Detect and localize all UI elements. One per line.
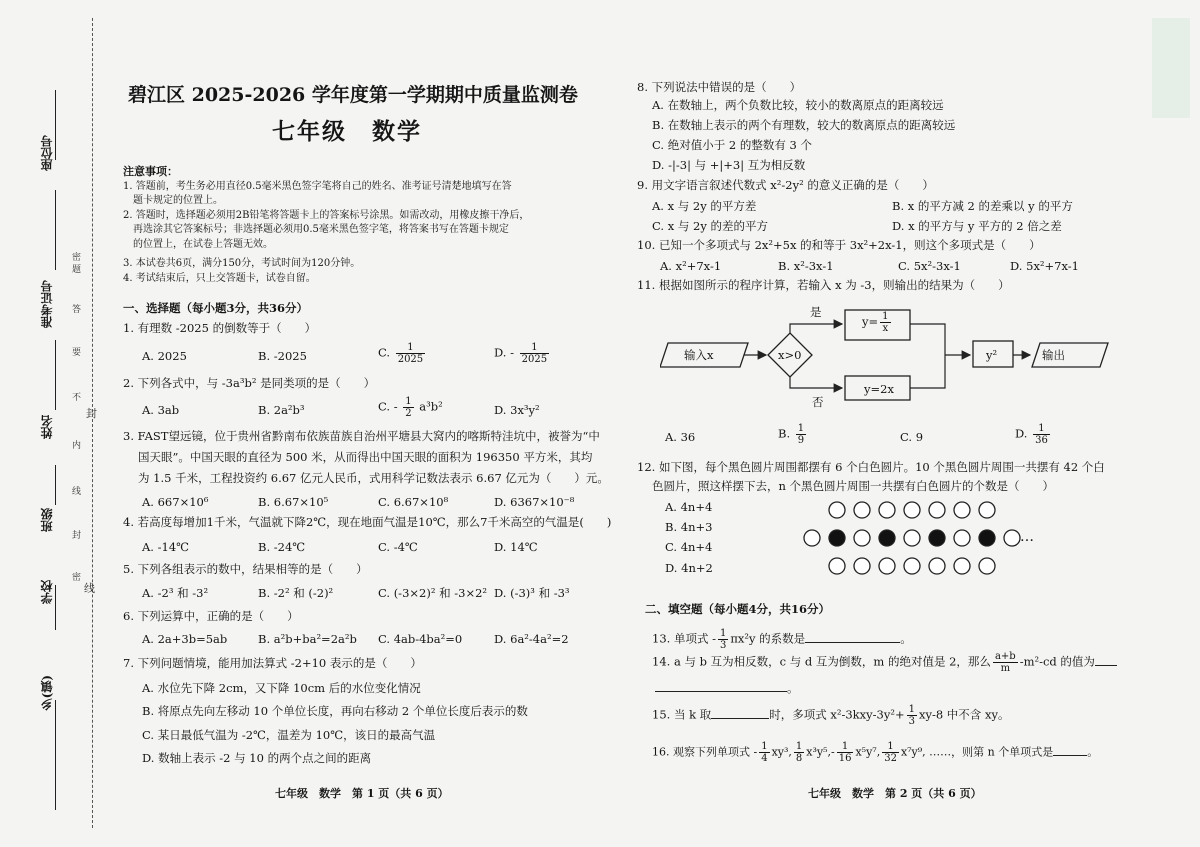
white-circle — [979, 558, 995, 574]
q10-option-d: D. 5x²+7x-1 — [1010, 259, 1079, 273]
seal-label-feng: 封 — [86, 407, 97, 420]
notice-item: 4. 考试结束后，只上交答题卡，试卷自留。 — [123, 273, 316, 284]
q4-stem: 4. 若高度每增加1千米，气温就下降2℃，现在地面气温是10℃，那么7千米高空的气温是( ) — [123, 515, 612, 529]
q7-option-b: B. 将原点先向左移动 10 个单位长度，再向右移动 2 个单位长度后表示的数 — [142, 704, 528, 718]
q1-option-c: C. $\frac{1}{2025}$ — [378, 342, 424, 365]
q3-option-a: A. 667×10⁶ — [142, 495, 209, 509]
exam-number-line — [55, 190, 56, 270]
q5-option-d: D. (-3)³ 和 -3³ — [494, 586, 570, 600]
q11-input-label: 输入x — [684, 348, 714, 362]
q5-option-b: B. -2² 和 (-2)² — [258, 586, 334, 600]
q7-stem: 7. 下列问题情境，能用加法算式 -2+10 表示的是（ ） — [123, 656, 422, 670]
q11-option-c: C. 9 — [900, 430, 924, 444]
q6-stem: 6. 下列运算中，正确的是（ ） — [123, 609, 299, 623]
q9-option-a: A. x 与 2y 的平方差 — [652, 199, 757, 213]
q3-line: 3. FAST望远镜，位于贵州省黔南布依族苗族自治州平塘县大窝内的喀斯特洼坑中，被誉为“中 — [123, 429, 600, 443]
q10-option-b: B. x²-3x-1 — [778, 259, 834, 273]
seal-char: 密 — [72, 253, 82, 263]
q1-option-a: A. 2025 — [142, 349, 187, 363]
q10-stem: 10. 已知一个多项式与 2x²+5x 的和等于 3x²+2x-1，则这个多项式是（ ） — [637, 238, 1041, 252]
white-circle — [879, 558, 895, 574]
answer-blank[interactable] — [711, 718, 769, 719]
q2-option-c: C. - $\frac{1}{2}$ a³b² — [378, 396, 443, 419]
q16: 16. 观察下列单项式 - $\frac{1}{4}$ xy³, $\frac{1}{8}$ x³y⁵,- $\frac{1}{16}$ x⁵y⁷, $\frac{1}{32}$ x⁷y⁹, ……，则第 n 个单项式是 。 — [652, 741, 1099, 764]
q3-option-c: C. 6.67×10⁸ — [378, 495, 449, 509]
q12-circle-pattern — [800, 498, 1030, 578]
q11-bottom-box-expr: y=2x — [864, 382, 894, 396]
white-circle — [929, 558, 945, 574]
q11-option-b: B. $\frac{1}{9}$ — [778, 423, 805, 446]
q5-option-a: A. -2³ 和 -3² — [142, 586, 209, 600]
footer-page-2: 七年级 数学 第 2 页（共 6 页） — [808, 787, 982, 800]
q1-option-b: B. -2025 — [258, 349, 307, 363]
fraction: $\frac{1}{4}$ — [761, 741, 768, 764]
black-circle — [979, 530, 995, 546]
white-circle — [904, 530, 920, 546]
q5-option-c: C. (-3×2)² 和 -3×2² — [378, 586, 488, 600]
white-circle — [929, 502, 945, 518]
q11-output-label: 输出 — [1042, 348, 1065, 362]
q4-option-c: C. -4℃ — [378, 540, 418, 554]
class-label: 班级 — [40, 508, 54, 532]
q11-top-box-expr: y= $\frac{1}{x}$ — [862, 311, 889, 334]
q10-option-a: A. x²+7x-1 — [660, 259, 722, 273]
white-circle — [854, 530, 870, 546]
seal-label-xian: 线 — [84, 582, 95, 595]
black-circle — [829, 530, 845, 546]
fraction: $\frac{1}{36}$ — [1035, 423, 1048, 446]
q2-option-b: B. 2a²b³ — [258, 403, 305, 417]
q3-line: 为 1.5 千米，工程投资约 6.67 亿元人民币，式用科学记数法表示 6.67 亿元为（ ）元。 — [138, 471, 609, 485]
class-line — [55, 465, 56, 505]
q4-option-d: D. 14℃ — [494, 540, 538, 554]
school-label: 学校 — [40, 580, 54, 604]
fraction: $\frac{1}{2}$ — [405, 396, 412, 419]
seal-char: 答 — [72, 305, 82, 315]
fraction: $\frac{a+b}{m}$ — [994, 651, 1016, 674]
notice-item: 1. 答题前，考生务必用直径0.5毫米黑色签字笔将自己的姓名、准考证号清楚地填写在答 — [123, 181, 512, 192]
q1-stem: 1. 有理数 -2025 的倒数等于（ ） — [123, 321, 317, 335]
fraction: $\frac{1}{2025}$ — [397, 342, 424, 365]
q9-option-c: C. x 与 2y 的差的平方 — [652, 219, 768, 233]
fraction: $\frac{1}{x}$ — [882, 311, 889, 334]
white-circle — [904, 502, 920, 518]
seal-char: 内 — [72, 441, 82, 451]
section-choice-title: 一、选择题（每小题3分，共36分） — [123, 301, 309, 315]
q8-option-b: B. 在数轴上表示的两个有理数，较大的数离原点的距离较远 — [652, 118, 956, 132]
q4-option-b: B. -24℃ — [258, 540, 306, 554]
school-line — [55, 585, 56, 630]
q14-continuation: 。 — [655, 681, 799, 695]
notice-item: 2. 答题时，选择题必须用2B铅笔将答题卡上的答案标号涂黑。如需改动，用橡皮擦干净后， — [123, 210, 530, 221]
fraction: $\frac{1}{16}$ — [838, 741, 852, 764]
footer-page-1: 七年级 数学 第 1 页（共 6 页） — [275, 787, 449, 800]
q12-option-c: C. 4n+4 — [665, 540, 713, 554]
q8-option-d: D. -|-3| 与 +|+3| 互为相反数 — [652, 158, 806, 172]
fraction: $\frac{1}{2025}$ — [521, 342, 548, 365]
town-line — [55, 700, 56, 810]
answer-blank[interactable] — [1053, 755, 1087, 756]
q10-option-c: C. 5x²-3x-1 — [898, 259, 961, 273]
white-circle — [854, 502, 870, 518]
fraction: $\frac{1}{3}$ — [720, 628, 727, 651]
q15: 15. 当 k 取 时，多项式 x²-3kxy-3y²+ $\frac{1}{3}$ xy-8 中不含 xy。 — [652, 704, 1010, 727]
q11-stem: 11. 根据如图所示的程序计算，若输入 x 为 -3，则输出的结果为（ ） — [637, 278, 1010, 292]
q14: 14. a 与 b 互为相反数，c 与 d 互为倒数，m 的绝对值是 2，那么 $\frac{a+b}{m}$ -m²-cd 的值为 — [652, 651, 1117, 674]
q12-line: 色圆片，照这样摆下去，n 个黑色圆片周围一共摆有白色圆片的个数是（ ） — [652, 479, 1055, 493]
white-circle — [829, 558, 845, 574]
q7-option-c: C. 某日最低气温为 -2℃，温差为 10℃，该日的最高气温 — [142, 728, 436, 742]
q12-option-a: A. 4n+4 — [665, 500, 713, 514]
white-circle — [904, 558, 920, 574]
q7-option-d: D. 数轴上表示 -2 与 10 的两个点之间的距离 — [142, 751, 372, 765]
white-circle — [1004, 530, 1020, 546]
q3-option-d: D. 6367×10⁻⁸ — [494, 495, 575, 509]
q11-square-label: y² — [986, 348, 998, 362]
q9-option-d: D. x 的平方与 y 平方的 2 倍之差 — [892, 219, 1062, 233]
seal-char: 题 — [72, 265, 82, 275]
q2-stem: 2. 下列各式中，与 -3a³b² 是同类项的是（ ） — [123, 376, 376, 390]
seal-char: 封 — [72, 531, 82, 541]
q12-ellipsis: … — [1020, 529, 1034, 545]
q9-stem: 9. 用文字语言叙述代数式 x²-2y² 的意义正确的是（ ） — [637, 178, 934, 192]
page-subtitle: 七年级 数学 — [272, 118, 422, 145]
fraction: $\frac{1}{9}$ — [797, 423, 805, 446]
seal-char: 不 — [72, 393, 82, 403]
seat-number-label: 座位号 — [40, 135, 54, 171]
q12-option-d: D. 4n+2 — [665, 561, 713, 575]
black-circle — [879, 530, 895, 546]
q6-option-b: B. a²b+ba²=2a²b — [258, 632, 357, 646]
black-circle — [929, 530, 945, 546]
notice-item: 的位置上，在试卷上答题无效。 — [123, 239, 273, 250]
q2-option-a: A. 3ab — [142, 403, 180, 417]
seal-char: 线 — [72, 487, 82, 497]
notice-title: 注意事项： — [123, 165, 178, 178]
q11-option-d: D. $\frac{1}{36}$ — [1015, 423, 1048, 446]
q11-yes-label: 是 — [810, 305, 822, 319]
notice-item: 再选涂其它答案标号；非选择题必须用0.5毫米黑色签字笔，将答案书写在答题卡规定 — [123, 224, 509, 235]
q1-option-d: D. - $\frac{1}{2025}$ — [494, 342, 548, 365]
q2-option-d: D. 3x³y² — [494, 403, 540, 417]
q8-option-a: A. 在数轴上，两个负数比较，较小的数离原点的距离较远 — [652, 98, 944, 112]
q11-no-label: 否 — [812, 395, 824, 409]
page-title: 碧江区 2025-2026 学年度第一学期期中质量监测卷 — [128, 84, 578, 106]
q8-option-c: C. 绝对值小于 2 的整数有 3 个 — [652, 138, 812, 152]
q6-option-c: C. 4ab-4ba²=0 — [378, 632, 463, 646]
fraction: $\frac{1}{3}$ — [908, 704, 915, 727]
seal-char: 要 — [72, 348, 82, 358]
q7-option-a: A. 水位先下降 2cm，又下降 10cm 后的水位变化情况 — [142, 681, 421, 695]
notice-item: 题卡规定的位置上。 — [123, 195, 223, 206]
name-line — [55, 340, 56, 410]
answer-blank[interactable] — [1095, 665, 1117, 666]
name-label: 姓名 — [40, 415, 54, 439]
white-circle — [854, 558, 870, 574]
q5-stem: 5. 下列各组表示的数中，结果相等的是（ ） — [123, 562, 368, 576]
q6-option-a: A. 2a+3b=5ab — [142, 632, 228, 646]
exam-number-label: 准考证号 — [40, 280, 54, 328]
white-circle — [954, 502, 970, 518]
answer-blank[interactable] — [655, 691, 787, 692]
binding-dashed-line — [92, 18, 93, 828]
white-circle — [879, 502, 895, 518]
q11-option-a: A. 36 — [665, 430, 696, 444]
seat-number-line — [55, 90, 56, 160]
q11-condition-label: x>0 — [778, 348, 802, 362]
answer-blank[interactable] — [805, 642, 900, 643]
q9-option-b: B. x 的平方减 2 的差乘以 y 的平方 — [892, 199, 1073, 213]
white-circle — [954, 530, 970, 546]
white-circle — [829, 502, 845, 518]
q4-option-a: A. -14℃ — [142, 540, 189, 554]
white-circle — [954, 558, 970, 574]
white-circle — [804, 530, 820, 546]
notice-item: 3. 本试卷共6页，满分150分，考试时间为120分钟。 — [123, 258, 361, 269]
q13: 13. 单项式 - $\frac{1}{3}$ πx²y 的系数是 。 — [652, 628, 912, 651]
fraction: $\frac{1}{8}$ — [795, 741, 803, 764]
fraction: $\frac{1}{32}$ — [884, 741, 897, 764]
edge-tab — [1152, 18, 1190, 118]
q12-option-b: B. 4n+3 — [665, 520, 713, 534]
town-label: 乡(镇) — [40, 675, 54, 711]
section-fill-title: 二、填空题（每小题4分，共16分） — [645, 602, 831, 616]
q6-option-d: D. 6a²-4a²=2 — [494, 632, 569, 646]
q8-stem: 8. 下列说法中错误的是（ ） — [637, 80, 802, 94]
q3-line: 国天眼”。中国天眼的直径为 500 米，从而得出中国天眼的面积为 196350 平方米，其均 — [138, 450, 593, 464]
white-circle — [979, 502, 995, 518]
q12-line: 12. 如下图，每个黑色圆片周围都摆有 6 个白色圆片。10 个黑色圆片周围一共摆有 42 个白 — [637, 460, 1105, 474]
seal-char: 密 — [72, 573, 82, 583]
q3-option-b: B. 6.67×10⁵ — [258, 495, 329, 509]
